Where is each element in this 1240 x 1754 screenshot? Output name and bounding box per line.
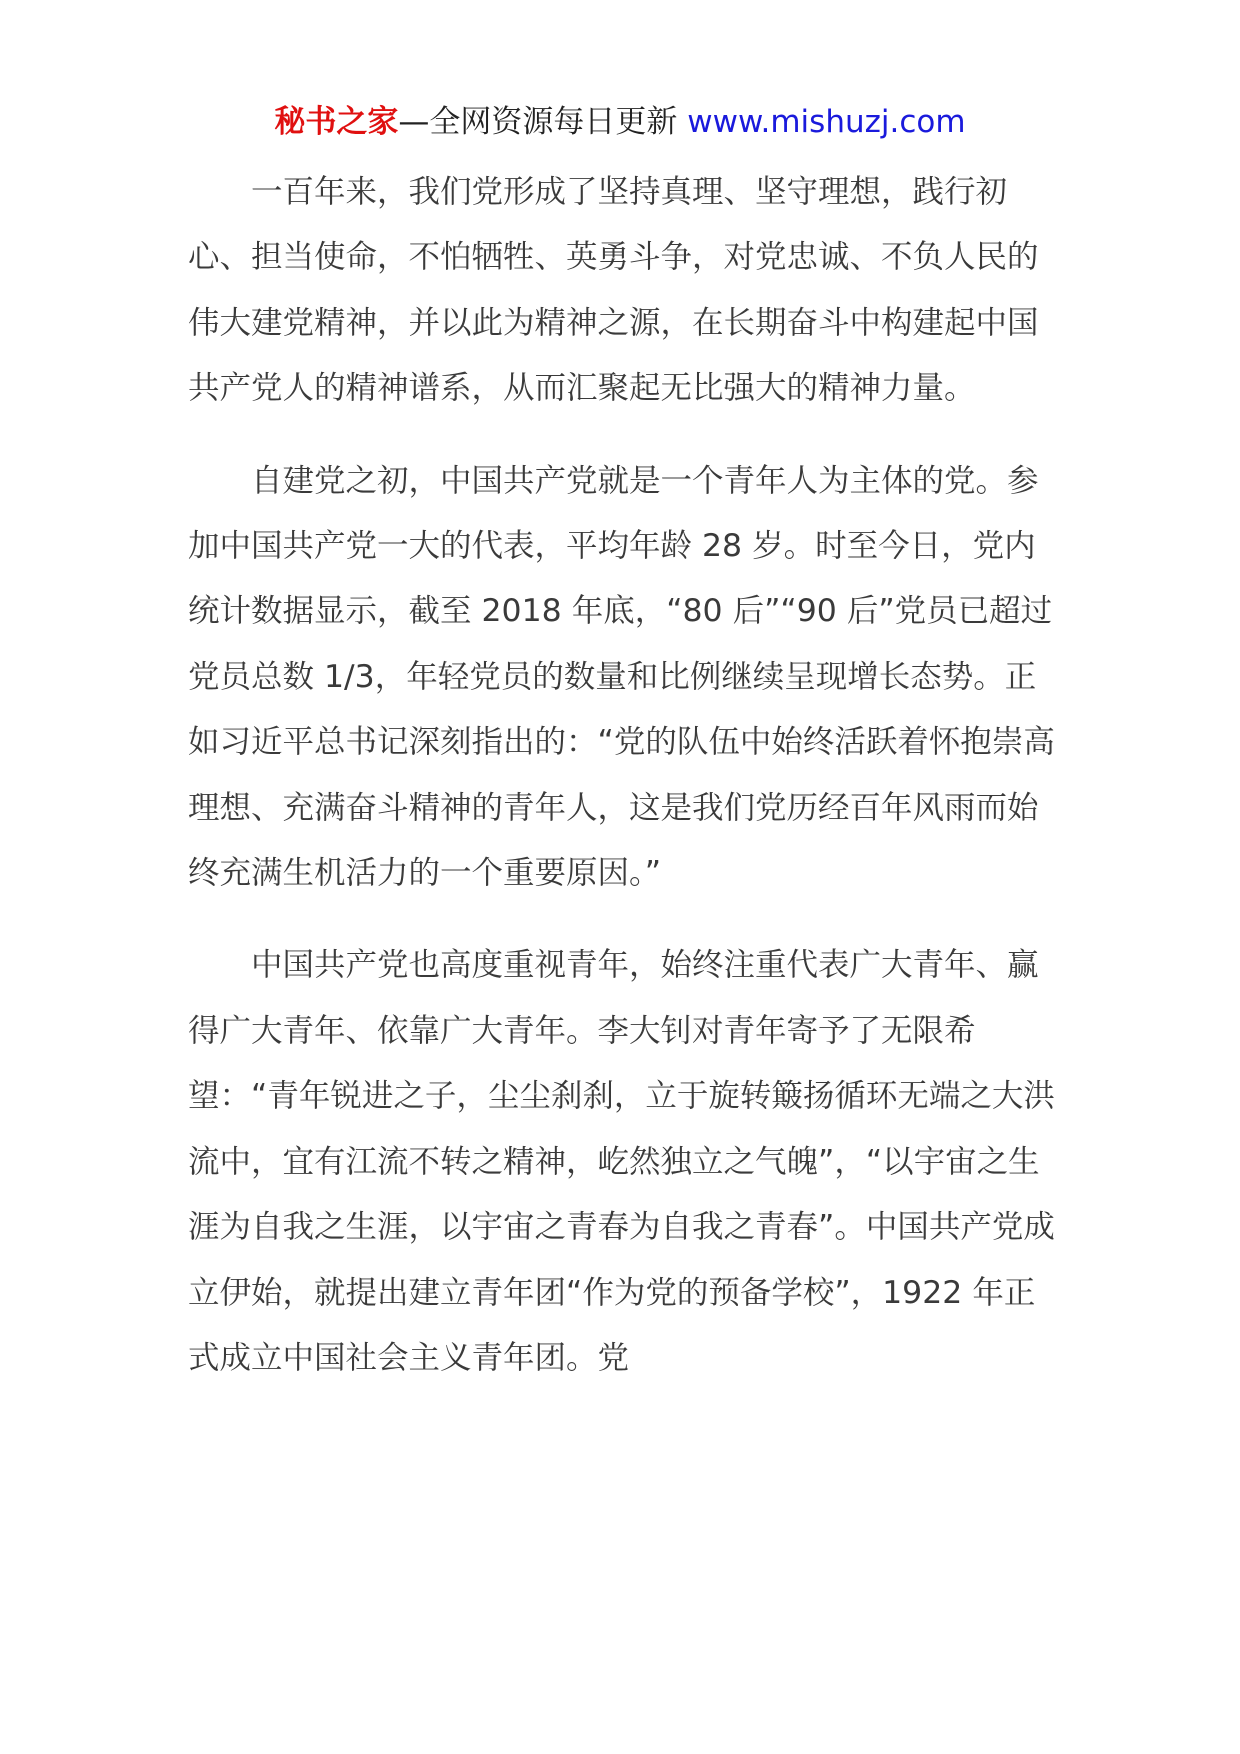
site-url-link[interactable]: www.mishuzj.com: [687, 104, 966, 140]
document-body: [188, 160, 1058, 1418]
paragraph-2: 自建党之初，中国共产党就是一个青年人为主体的党。参加中国共产党一大的代表，平均年龄 28 岁。时至今日，党内统计数据显示，截至 2018 年底，“80 后”“90 后”党员已超过党员总数 1/3，年轻党员的数量和比例继续呈现增长态势。正如习近平总书记深刻指出的：“党的队伍中始终活跃着怀抱崇高理想、充满奋斗精神的青年人，这是我们党历经百年风雨而始终充满生机活力的一个重要原因。”: [188, 462, 1055, 892]
site-brand: 秘书之家: [274, 104, 399, 140]
site-tagline: —全网资源每日更新: [398, 104, 678, 140]
paragraph-3: 中国共产党也高度重视青年，始终注重代表广大青年、赢得广大青年、依靠广大青年。李大钊对青年寄予了无限希望：“青年锐进之子，尘尘刹刹，立于旋转簸扬循环无端之大洪流中，宜有江流不转之精神，屹然独立之气魄”，“以宇宙之生涯为自我之生涯，以宇宙之青春为自我之青春”。中国共产党成立伊始，就提出建立青年团“作为党的预备学校”，1922 年正式成立中国社会主义青年团。党: [188, 947, 1055, 1376]
paragraph-1: 一百年来，我们党形成了坚持真理、坚守理想，践行初心、担当使命，不怕牺牲、英勇斗争，对党忠诚、不负人民的伟大建党精神，并以此为精神之源，在长期奋斗中构建起中国共产党人的精神谱系，从而汇聚起无比强大的精神力量。: [188, 174, 1039, 407]
page-header: [0, 102, 1240, 142]
